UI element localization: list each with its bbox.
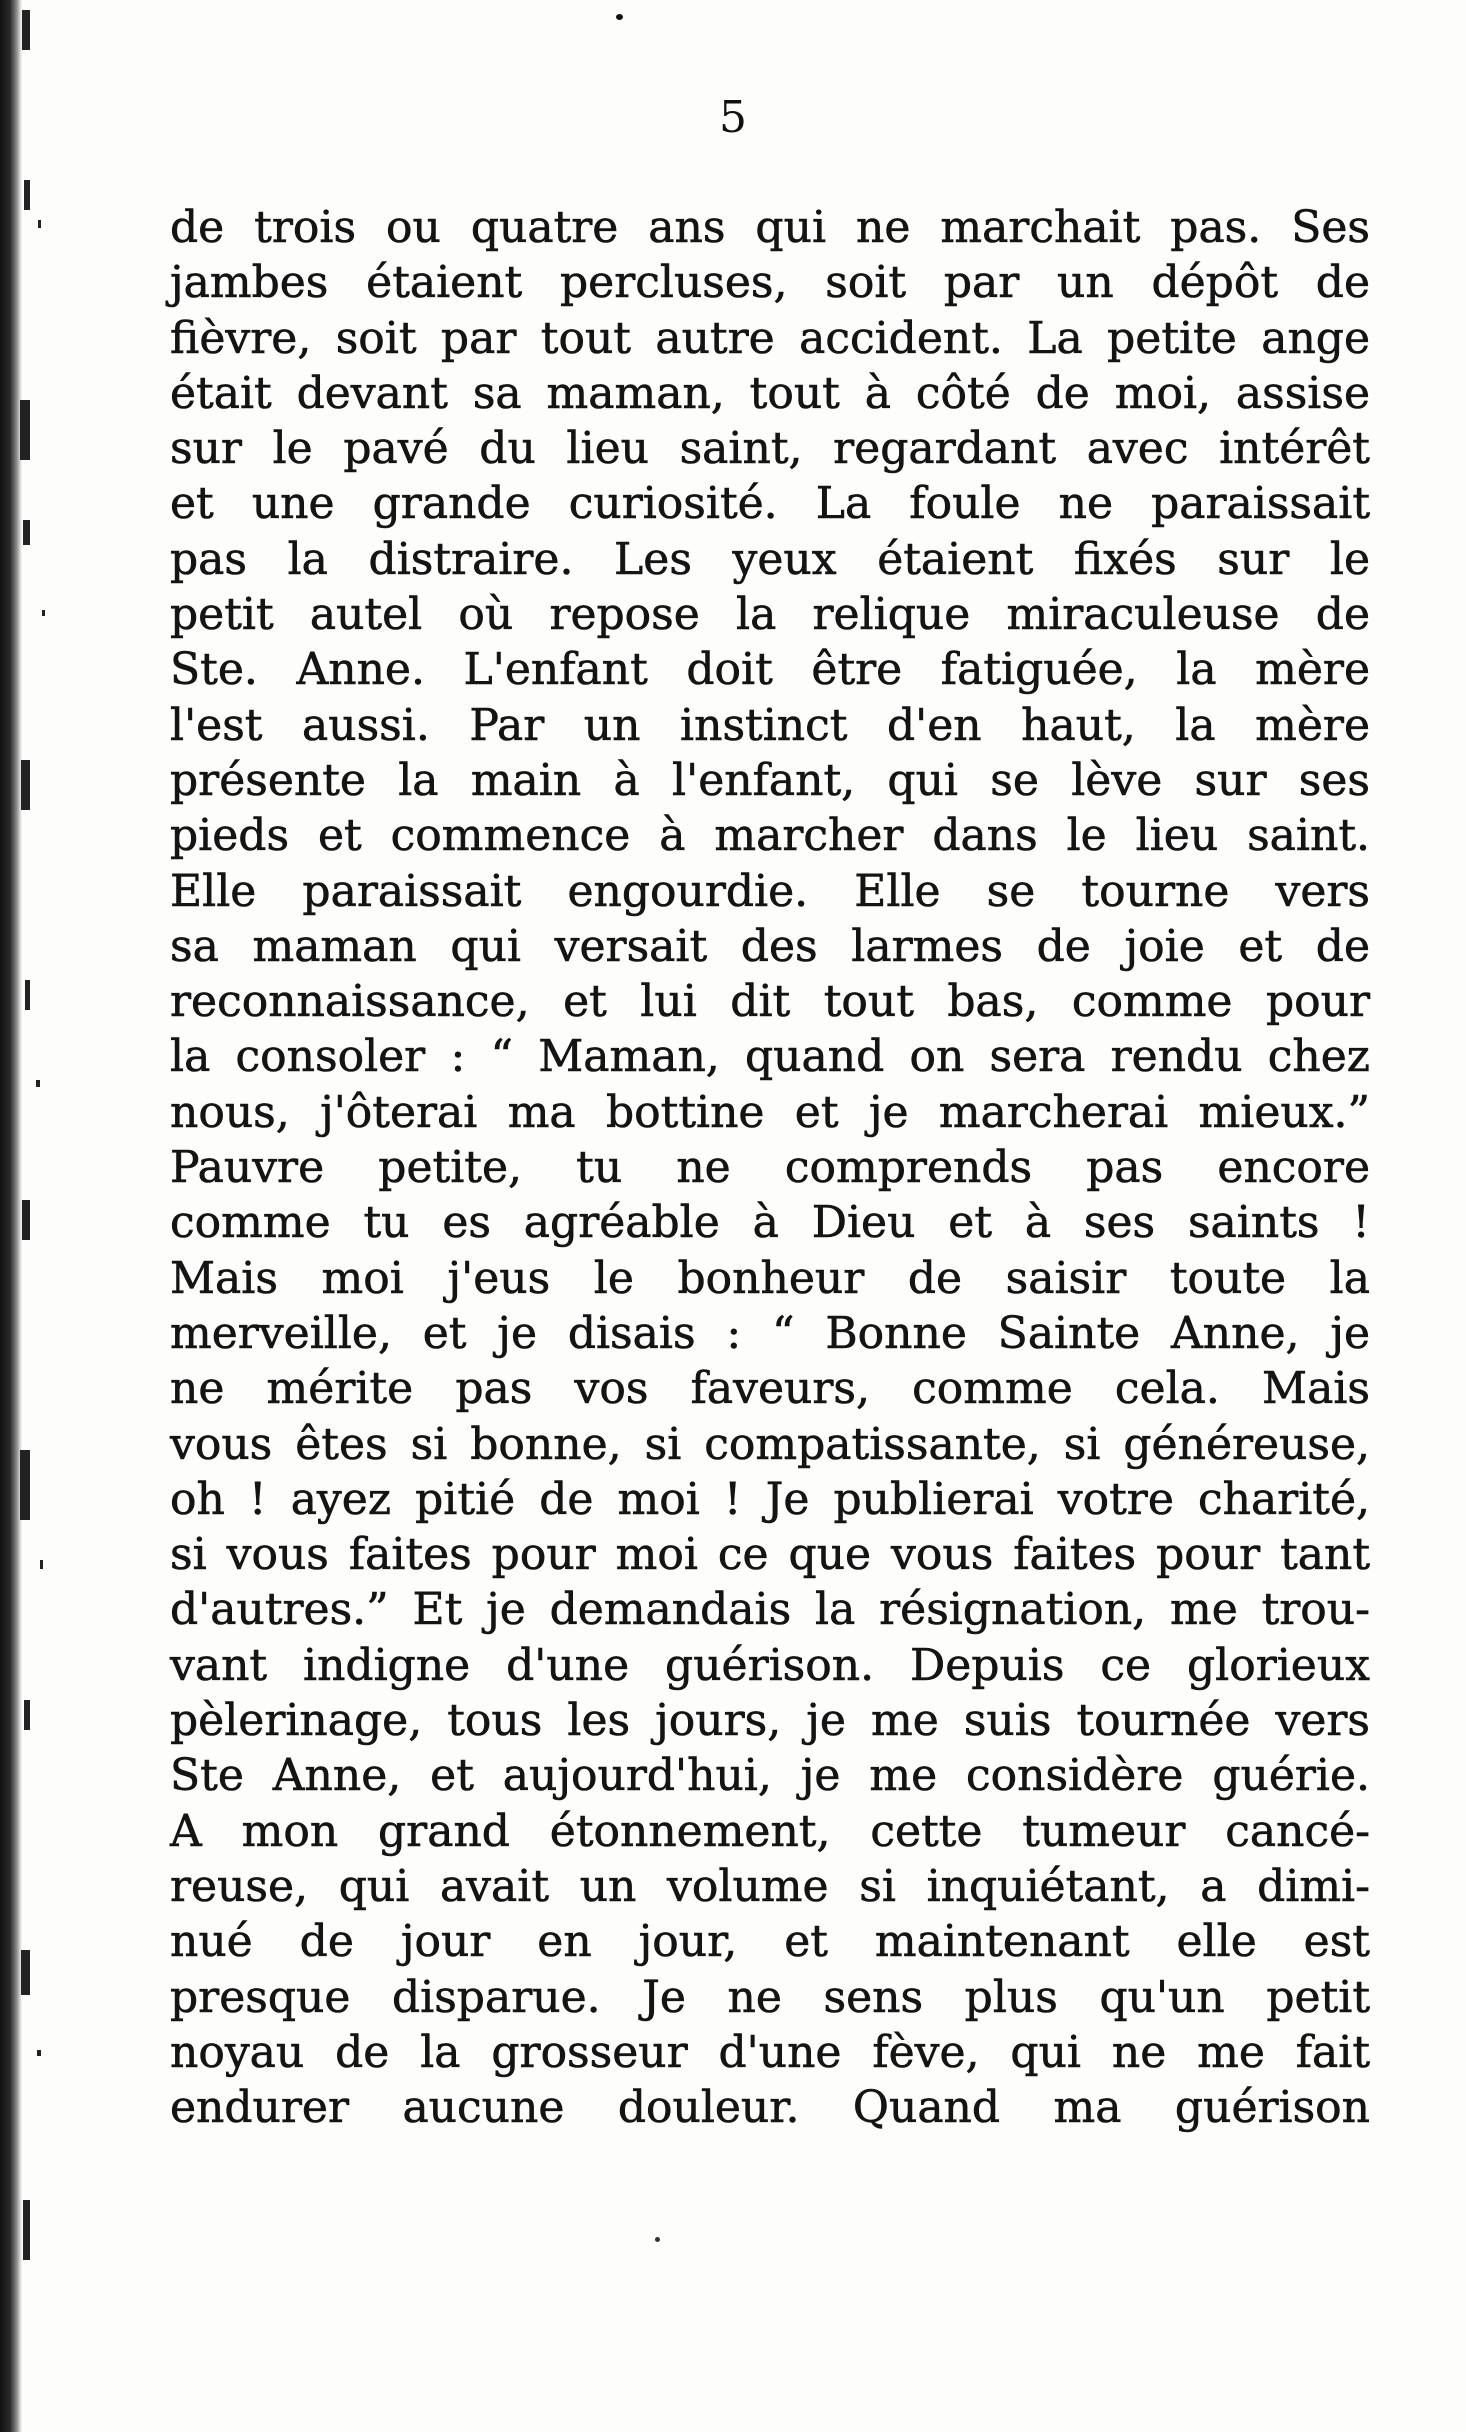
text-line: l'est aussi. Par un instinct d'en haut, la mère [170, 699, 1370, 751]
text-line: Elle paraissait engourdie. Elle se tourne vers [170, 865, 1370, 917]
ink-speck [616, 14, 623, 20]
text-line: ne mérite pas vos faveurs, comme cela. Mais [170, 1363, 1370, 1415]
page-number: 5 [719, 92, 747, 143]
text-line: nué de jour en jour, et maintenant elle est [170, 1916, 1370, 1968]
text-line: reuse, qui avait un volume si inquiétant, a dimi- [170, 1860, 1370, 1912]
text-line: merveille, et je disais : “ Bonne Sainte Anne, je [170, 1307, 1370, 1359]
text-line: et une grande curiosité. La foule ne paraissait [170, 478, 1370, 530]
text-line: vant indigne d'une guérison. Depuis ce glorieux [170, 1639, 1370, 1691]
text-line: comme tu es agréable à Dieu et à ses saints ! [170, 1197, 1370, 1249]
text-line: était devant sa maman, tout à côté de moi, assise [170, 367, 1370, 419]
text-line: fièvre, soit par tout autre accident. La petite ange [170, 312, 1370, 364]
text-line: si vous faites pour moi ce que vous faites pour tant [170, 1529, 1370, 1581]
text-line: petit autel où repose la relique miraculeuse de [170, 589, 1370, 641]
text-line: jambes étaient percluses, soit par un dépôt de [170, 257, 1370, 309]
text-line: pèlerinage, tous les jours, je me suis tournée vers [170, 1695, 1370, 1747]
text-line: nous, j'ôterai ma bottine et je marcherai mieux.” [170, 1086, 1370, 1138]
text-line: noyau de la grosseur d'une fève, qui ne me fait [170, 2026, 1370, 2078]
text-line: d'autres.” Et je demandais la résignation, me trou- [170, 1584, 1370, 1636]
text-line: Ste. Anne. L'enfant doit être fatiguée, la mère [170, 644, 1370, 696]
text-line: presque disparue. Je ne sens plus qu'un petit [170, 1971, 1370, 2023]
text-line: sur le pavé du lieu saint, regardant avec intérêt [170, 423, 1370, 475]
edge-speckle [20, 0, 130, 2432]
text-line: Ste Anne, et aujourd'hui, je me considère guérie. [170, 1750, 1370, 1802]
text-line: pieds et commence à marcher dans le lieu saint. [170, 810, 1370, 862]
ink-speck [655, 2237, 660, 2242]
text-line: présente la main à l'enfant, qui se lève sur ses [170, 754, 1370, 806]
text-line: endurer aucune douleur. Quand ma guérison [170, 2082, 1370, 2134]
text-line: A mon grand étonnement, cette tumeur cancé- [170, 1805, 1370, 1857]
text-line: de trois ou quatre ans qui ne marchait pas. Ses [170, 202, 1370, 253]
text-line: pas la distraire. Les yeux étaient fixés sur le [170, 533, 1370, 585]
binding-edge [0, 0, 22, 2432]
text-line: reconnaissance, et lui dit tout bas, comme pour [170, 976, 1370, 1028]
body-text [170, 200, 1370, 2135]
text-line: Mais moi j'eus le bonheur de saisir toute la [170, 1252, 1370, 1304]
text-line: oh ! ayez pitié de moi ! Je publierai votre charité, [170, 1473, 1370, 1525]
text-line: Pauvre petite, tu ne comprends pas encore [170, 1142, 1370, 1194]
text-line: vous êtes si bonne, si compatissante, si généreuse, [170, 1418, 1370, 1470]
text-line: sa maman qui versait des larmes de joie et de [170, 920, 1370, 972]
text-line: la consoler : “ Maman, quand on sera rendu chez [170, 1031, 1370, 1083]
